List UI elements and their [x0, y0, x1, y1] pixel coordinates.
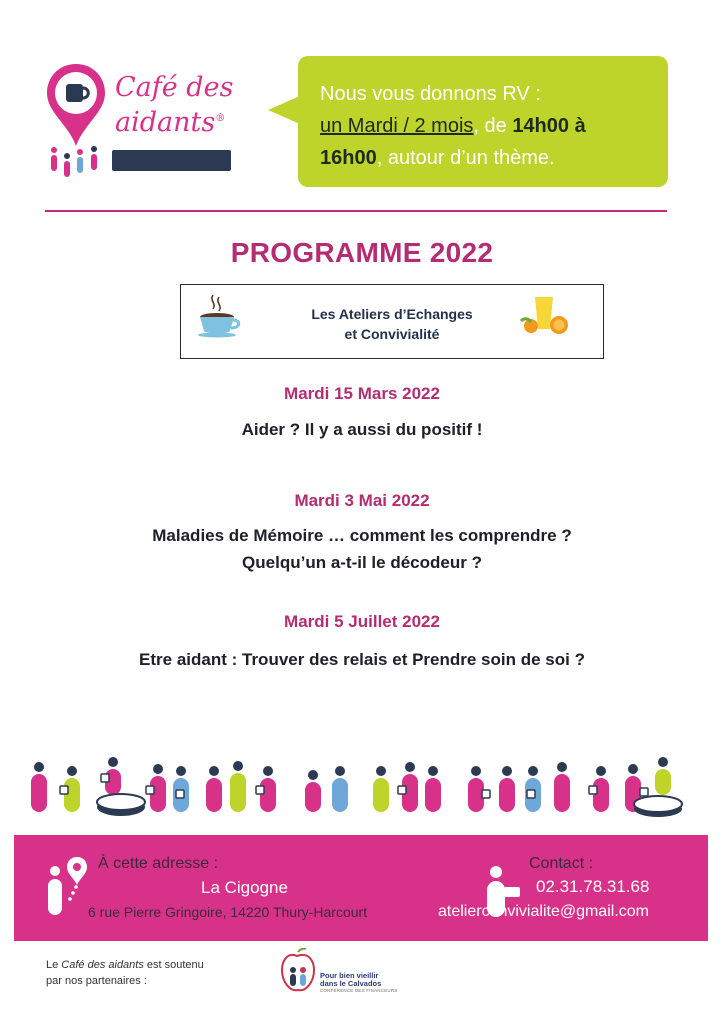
divider-line [45, 210, 667, 212]
support-line2: par nos partenaires : [46, 975, 147, 987]
registered-mark: ® [215, 113, 226, 124]
session-date: Mardi 3 Mai 2022 [294, 491, 430, 510]
ateliers-line1: Les Ateliers d’Echanges [311, 306, 473, 322]
session-topic: Aider ? Il y a aussi du positif ! [241, 420, 483, 439]
support-suffix: est soutenu [143, 959, 204, 971]
support-text [46, 957, 246, 989]
logo-line2: aidants [115, 107, 216, 138]
logo-line1: Café des [115, 72, 234, 103]
bubble-end-time: 16h00 [320, 147, 377, 169]
session-topic: Quelqu’un a-t-il le décodeur ? [242, 553, 482, 572]
address-name: La Cigogne [201, 878, 288, 897]
ateliers-line2: et Convivialité [344, 326, 440, 342]
bubble-tail [268, 96, 300, 124]
contact-title: Contact : [529, 855, 594, 872]
programme-title: PROGRAMME 2022 [230, 237, 494, 268]
people-group-icon [48, 140, 102, 180]
people-illustration [0, 752, 724, 826]
partner-logo [280, 948, 440, 1006]
schedule-bubble [298, 56, 668, 187]
bubble-start-time: 14h00 à [512, 115, 586, 137]
session-date: Mardi 15 Mars 2022 [284, 384, 440, 403]
email-address[interactable]: atelierconvivialite@gmail.com [438, 903, 649, 920]
session-topic: Maladies de Mémoire … comment les comprendre ? [152, 526, 572, 545]
bubble-sep: , de [473, 115, 513, 137]
ateliers-box [180, 284, 604, 359]
bubble-frequency: un Mardi / 2 mois [320, 115, 474, 137]
support-prefix: Le [46, 959, 62, 971]
bubble-theme: , autour d’un thème. [376, 147, 555, 169]
logo-title [115, 72, 245, 138]
address-title: À cette adresse : [98, 855, 219, 872]
person-figure [31, 757, 682, 817]
partner-line1: Pour bien vieillir [320, 971, 379, 980]
orange-juice-icon [519, 295, 571, 335]
support-name: Café des aidants [61, 959, 144, 971]
session-date: Mardi 5 Juillet 2022 [284, 612, 440, 631]
bubble-line1: Nous vous donnons RV : [320, 83, 541, 105]
apple-people-icon [280, 948, 316, 998]
session-topic: Etre aidant : Trouver des relais et Prendre soin de soi ? [139, 650, 585, 669]
partner-line2: dans le Calvados [320, 979, 382, 988]
partner-line3: CONFÉRENCE DES FINANCEURS [320, 988, 398, 993]
phone-number[interactable]: 02.31.78.31.68 [536, 877, 650, 896]
location-pin-icon [46, 855, 90, 917]
logo-bar [112, 150, 231, 171]
address-street: 6 rue Pierre Gringoire, 14220 Thury-Harcourt [88, 904, 368, 920]
contact-band [14, 835, 708, 941]
cafe-des-aidants-logo [44, 62, 239, 182]
